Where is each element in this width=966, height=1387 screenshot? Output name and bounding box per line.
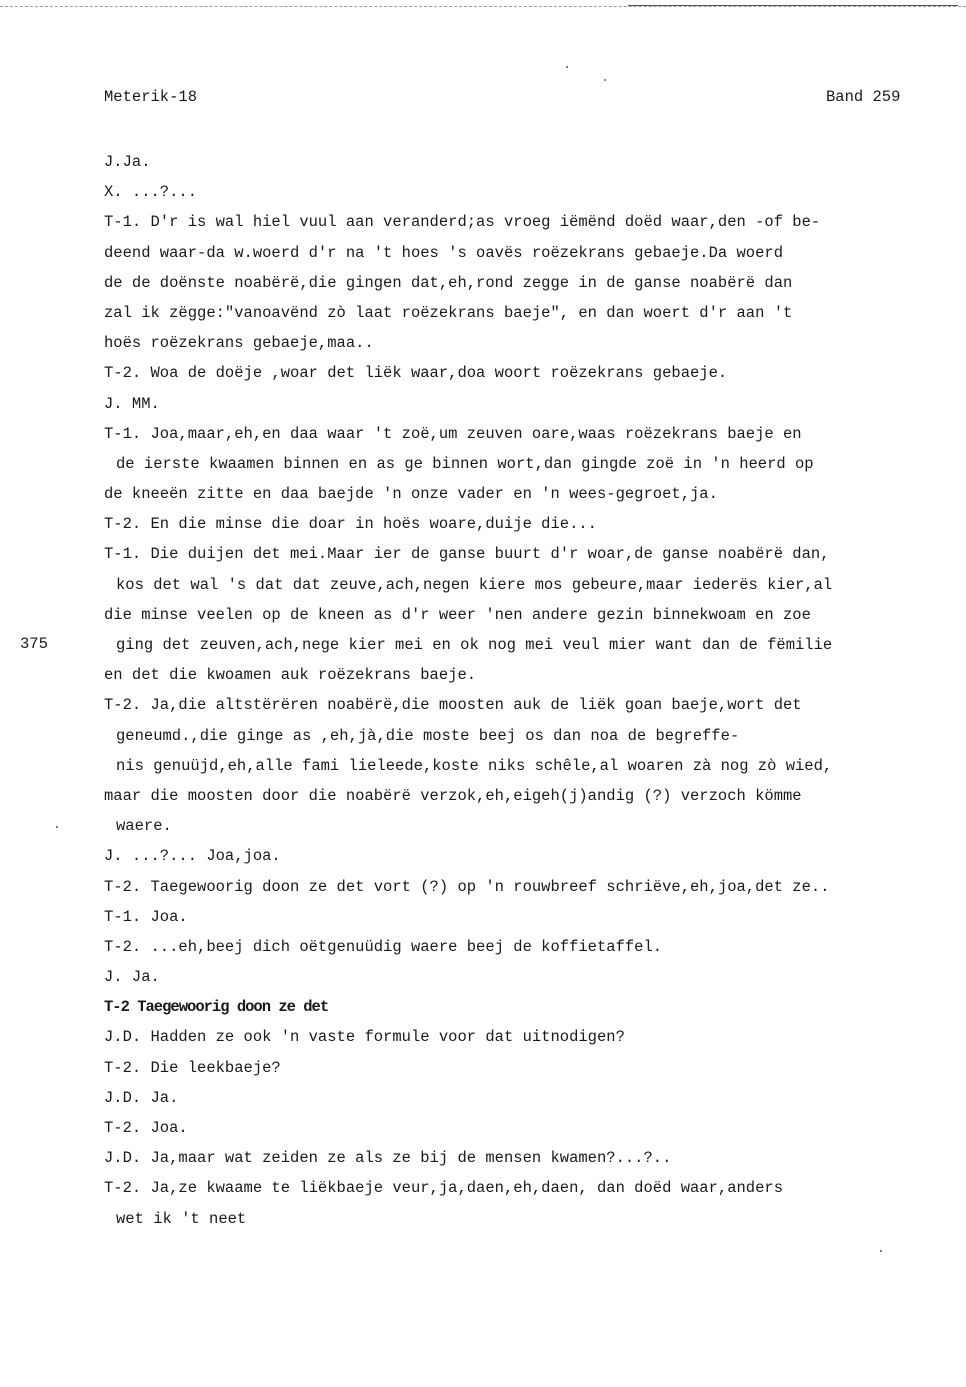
transcript-line: de de doënste noabërë,die gingen dat,eh,rond zegge in de ganse noabërë dan (104, 273, 793, 292)
transcript-line: ging det zeuven,ach,nege kier mei en ok nog mei veul mier want dan de fëmilie (116, 636, 833, 654)
transcript-line: T-2. En die minse die doar in hoës woare,duije die... (104, 515, 597, 534)
struck-out-line: T-2 Taegewoorig doon ze det (104, 998, 329, 1017)
scan-speck (56, 826, 58, 828)
top-rule (628, 5, 958, 6)
transcript-line: J.Ja. (104, 153, 151, 171)
transcript-line: die minse veelen op de kneen as d'r weer 'nen andere gezin binnekwoam en zoe (104, 605, 811, 624)
margin-number: 375 (20, 635, 48, 653)
tape-number: Band 259 (826, 88, 901, 106)
scan-speck (880, 1250, 882, 1252)
transcript-line: wet ik 't neet (116, 1209, 247, 1228)
transcript-line: J. MM. (104, 394, 160, 413)
transcript-line: nis genuüjd,eh,alle fami lieleede,koste niks schêle,al woaren zà nog zò wied, (116, 756, 833, 775)
transcript-line: T-2. Joa. (104, 1119, 188, 1137)
transcript-line: J.D. Hadden ze ook 'n vaste formule voor dat uitnodigen? (104, 1028, 625, 1047)
transcript-line: X. ...?... (104, 183, 198, 202)
document-id: Meterik-18 (104, 88, 198, 106)
transcript-line: J.D. Ja,maar wat zeiden ze als ze bij de mensen kwamen?...?.. (104, 1149, 672, 1168)
transcript-line: geneumd.,die ginge as ,eh,jà,die moste beej os dan noa de begreffe- (116, 726, 740, 745)
transcript-line: kos det wal 's dat dat zeuve,ach,negen kiere mos gebeure,maar iederës kier,al (116, 575, 833, 594)
transcript-line: T-1. Joa,maar,eh,en daa waar 't zoë,um zeuven oare,waas roëzekrans baeje en (104, 424, 802, 443)
transcript-line: hoës roëzekrans gebaeje,maa.. (104, 334, 374, 353)
transcript-line: waere. (116, 817, 172, 836)
scan-speck (566, 66, 568, 68)
transcript-line: T-2. ...eh,beej dich oëtgenuüdig waere beej de koffietaffel. (104, 937, 663, 956)
transcript-line: J.D. Ja. (104, 1088, 179, 1107)
transcript-line: T-2. Woa de doëje ,woar det liëk waar,doa woort roëzekrans gebaeje. (104, 364, 728, 383)
transcript-line: J. ...?... Joa,joa. (104, 847, 281, 866)
top-scan-edge (0, 6, 966, 7)
transcript-line: J. Ja. (104, 968, 160, 987)
transcript-line: T-2. Taegewoorig doon ze det vort (?) op 'n rouwbreef schriëve,eh,joa,det ze.. (104, 877, 830, 896)
transcript-line: T-1. D'r is wal hiel vuul aan veranderd;as vroeg iëmënd doëd waar,den -of be- (104, 213, 821, 232)
transcript-line: en det die kwoamen auk roëzekrans baeje. (104, 666, 477, 685)
transcript-line: T-2. Die leekbaeje? (104, 1058, 281, 1077)
transcript-line: de kneeën zitte en daa baejde 'n onze vader en 'n wees-gegroet,ja. (104, 485, 718, 504)
transcript-line: de ierste kwaamen binnen en as ge binnen wort,dan gingde zoë in 'n heerd op (116, 454, 814, 473)
transcript-line: T-1. Joa. (104, 907, 188, 926)
transcript-line: T-2. Ja,ze kwaame te liëkbaeje veur,ja,daen,eh,daen, dan doëd waar,anders (104, 1179, 784, 1198)
scan-speck (604, 79, 606, 81)
transcript-line: deend waar-da w.woerd d'r na 't hoes 's oavës roëzekrans gebaeje.Da woerd (104, 243, 784, 262)
transcript-line: maar die moosten door die noabërë verzok,eh,eigeh(j)andig (?) verzoch kömme (104, 786, 802, 805)
transcript-body (104, 147, 934, 1234)
transcript-line: T-2. Ja,die altstërëren noabërë,die moosten auk de liëk goan baeje,wort det (104, 696, 802, 715)
transcript-line: zal ik zëgge:"vanoavënd zò laat roëzekrans baeje", en dan woert d'r aan 't (104, 303, 793, 322)
transcript-line: T-1. Die duijen det mei.Maar ier de ganse buurt d'r woar,de ganse noabërë dan, (104, 545, 830, 564)
